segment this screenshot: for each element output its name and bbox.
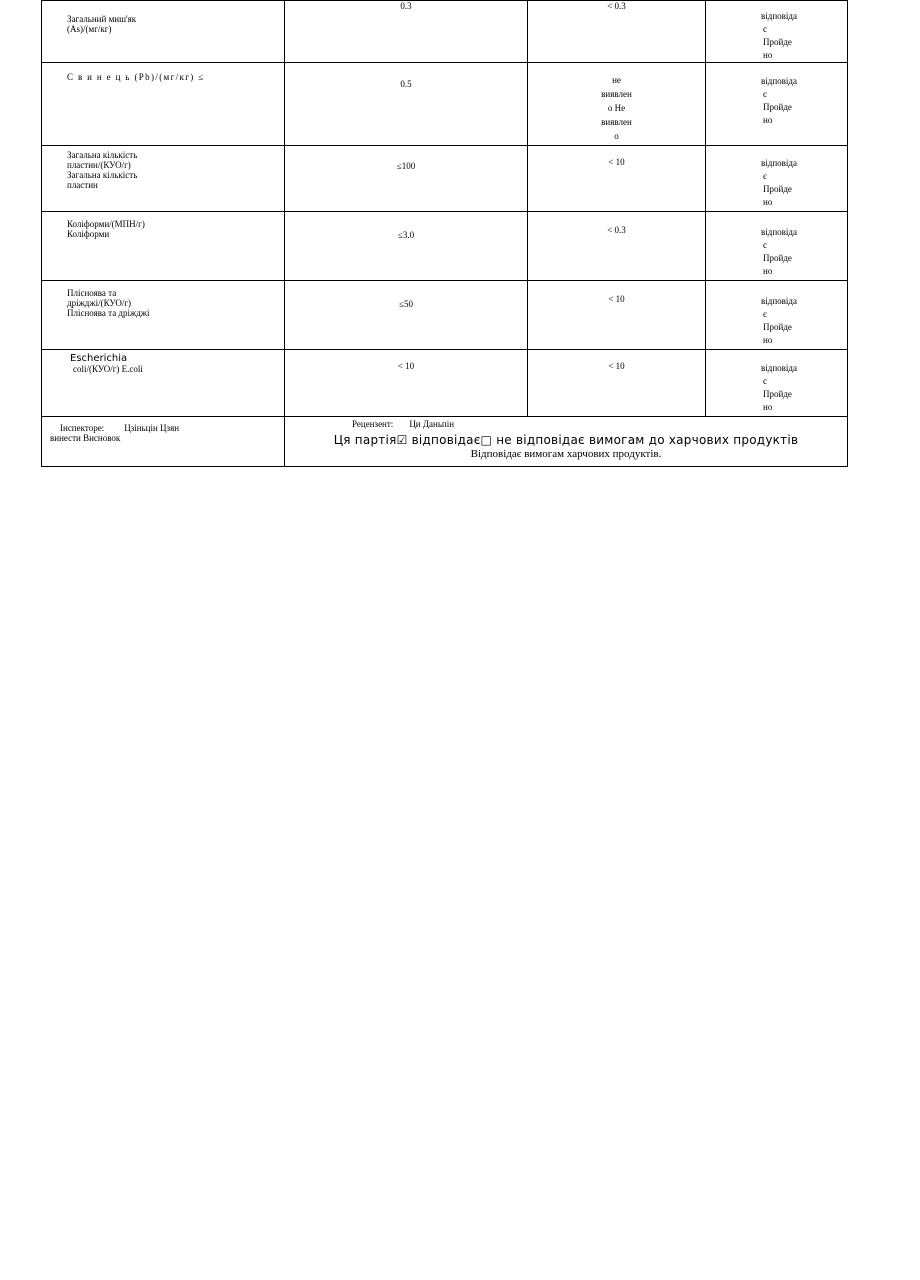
verdict-line: є [763,376,767,386]
verdict-line: є [763,171,767,181]
item-name-cell [42,350,285,417]
table-row [42,1,848,63]
verdict-cell [706,212,848,281]
verdict-line: відповіда [761,296,797,306]
reviewer-cell [285,417,848,467]
table-row [42,281,848,350]
inspector-line [50,423,284,433]
result-cell [528,212,706,281]
standard-value: 0.3 [285,1,528,63]
item-name-line: пластин/(КУО/г) [67,160,131,170]
inspector-name: Цзіньцін Цзян [124,423,180,433]
standard-value: 0.5 [285,63,528,146]
table-row [42,212,848,281]
verdict-line: но [763,115,773,125]
verdict-line: є [763,240,767,250]
result-value: о Не [607,103,626,113]
verdict-line: но [763,197,773,207]
result-cell [528,1,706,63]
result-cell [528,63,706,146]
item-name-cell [42,212,285,281]
table-row [42,350,848,417]
item-name-line: Загальний миш'як [67,14,137,24]
inspection-results-table [41,0,848,467]
item-name-line: Загальна кількість [67,170,138,180]
table-row [42,146,848,212]
inspector-cell [42,417,285,467]
verdict-cell [706,281,848,350]
result-value: не [612,75,621,85]
item-name-line: Плісноява та дріжджі [67,308,150,318]
verdict-line: є [763,309,767,319]
result-value: < 0.3 [607,1,626,11]
standard-value: ≤50 [285,281,528,350]
item-name-cell [42,146,285,212]
standard-value: ≤100 [285,146,528,212]
verdict-line: но [763,402,773,412]
verdict-cell [706,146,848,212]
item-name-line: Escherichia [70,353,128,364]
verdict-line: Пройде [763,102,792,112]
item-name-line: Коліформи [67,229,110,239]
result-value: < 0.3 [607,225,626,235]
result-value: о [614,131,619,141]
result-value: виявлен [601,89,632,99]
verdict-line: відповіда [761,227,797,237]
result-value: < 10 [608,157,625,167]
inspector-label: Інспекторе: [60,423,105,433]
item-name-cell [42,281,285,350]
conclusion-summary: Відповідає вимогам харчових продуктів. [470,448,662,460]
verdict-line: но [763,50,773,60]
verdict-cell [706,350,848,417]
result-cell [528,281,706,350]
conclusion-statement: Ця партія☑ відповідає□ не відповідає вимогам до харчових продуктів [333,433,799,447]
verdict-line: Пройде [763,253,792,263]
verdict-line: відповіда [761,158,797,168]
result-value: < 10 [608,294,625,304]
verdict-cell [706,1,848,63]
verdict-line: відповіда [761,76,797,86]
result-value: виявлен [601,117,632,127]
make-conclusion-label: винести Висновок [50,433,121,443]
table-row [42,63,848,146]
verdict-cell [706,63,848,146]
result-value: < 10 [608,361,625,371]
item-name-line: дріжджі/(КУО/г) [67,298,132,308]
verdict-line: Пройде [763,322,792,332]
verdict-line: но [763,335,773,345]
item-name-line: Плісноява та [67,288,117,298]
verdict-line: є [763,89,767,99]
standard-value: < 10 [285,350,528,417]
item-name-cell [42,1,285,63]
item-name-line: (As)/(мг/кг) [67,24,112,34]
verdict-line: відповіда [761,11,797,21]
item-name-line: coli/(КУО/г) E.coli [73,364,143,374]
verdict-line: Пройде [763,184,792,194]
reviewer-name: Ци Даньпін [409,419,455,429]
signature-row [42,417,848,467]
reviewer-label: Рецензент: [352,419,394,429]
verdict-line: Пройде [763,389,792,399]
verdict-line: відповіда [761,363,797,373]
result-cell [528,146,706,212]
reviewer-line [285,419,847,429]
item-name-line: С в и н е ц ь (Pb)/(мг/кг) ≤ [67,72,205,82]
item-name-line: Коліформи/(МПН/г) [67,219,145,229]
item-name-line: Загальна кількість [67,150,138,160]
item-name-cell [42,63,285,146]
item-name-line: пластин [67,180,98,190]
verdict-line: но [763,266,773,276]
standard-value: ≤3.0 [285,212,528,281]
result-cell [528,350,706,417]
verdict-line: є [763,24,767,34]
verdict-line: Пройде [763,37,792,47]
